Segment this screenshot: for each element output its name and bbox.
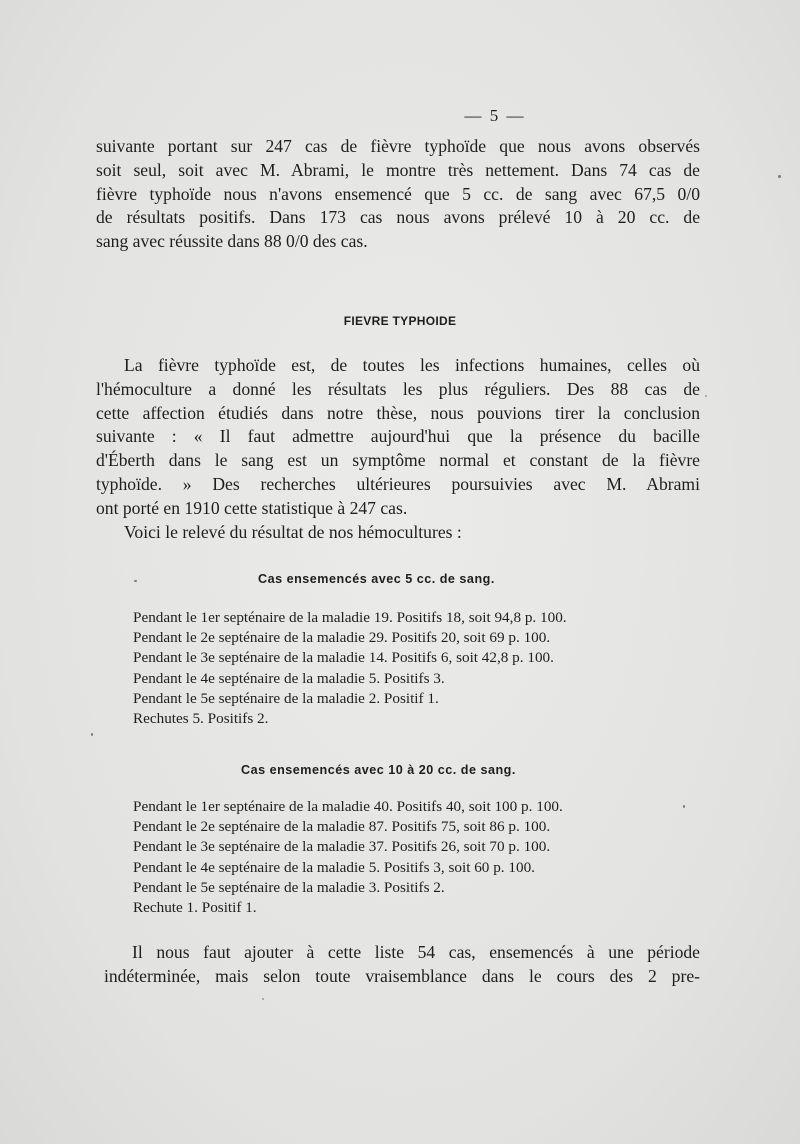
main-line: La fièvre typhoïde est, de toutes les infections humaines, celles où <box>124 355 700 375</box>
table-row: Pendant le 3e septénaire de la maladie 37. Positifs 26, soit 70 p. 100. <box>133 838 551 856</box>
table-row: Pendant le 1er septénaire de la maladie 19. Positifs 18, soit 94,8 p. 100. <box>133 609 567 626</box>
main-line: typhoïde. » Des recherches ultérieures poursuivies avec M. Abrami <box>96 473 700 494</box>
table-5cc <box>133 608 567 729</box>
main-line: suivante : « Il faut admettre aujourd'hui que la présence du bacille <box>96 426 700 447</box>
table-row: Pendant le 4e septénaire de la maladie 5. Positifs 3. <box>133 669 445 687</box>
intro-line: suivante portant sur 247 cas de fièvre typhoïde que nous avons observés <box>96 136 700 156</box>
intro-paragraph <box>96 135 700 254</box>
scan-speck <box>91 733 93 736</box>
table-row: Pendant le 3e septénaire de la maladie 14. Positifs 6, soit 42,8 p. 100. <box>133 649 554 667</box>
table-row: Pendant le 1er septénaire de la maladie 40. Positifs 40, soit 100 p. 100. <box>133 798 563 815</box>
table-row: Rechute 1. Positif 1. <box>133 899 257 917</box>
intro-line: soit seul, soit avec M. Abrami, le montre très nettement. Dans 74 cas de <box>96 159 700 180</box>
scan-speck <box>778 175 781 178</box>
table-row: Pendant le 5e septénaire de la maladie 2. Positif 1. <box>133 689 439 707</box>
table-row: Rechutes 5. Positifs 2. <box>133 710 269 728</box>
scan-speck <box>134 580 137 582</box>
main-line: ont porté en 1910 cette statistique à 247 cas. <box>96 497 408 518</box>
closing-line: Il nous faut ajouter à cette liste 54 cas, ensemencés à une période <box>132 942 700 962</box>
scan-speck <box>683 805 685 808</box>
intro-line: de résultats positifs. Dans 173 cas nous avons prélevé 10 à 20 cc. de <box>96 207 700 228</box>
scan-speck <box>705 395 707 397</box>
table-row: Pendant le 5e septénaire de la maladie 3. Positifs 2. <box>133 878 445 896</box>
main-line: l'hémoculture a donné les résultats les plus réguliers. Des 88 cas de <box>96 378 700 399</box>
main-line: d'Éberth dans le sang est un symptôme normal et constant de la fièvre <box>96 450 700 471</box>
main-line: Voici le relevé du résultat de nos hémocultures : <box>124 521 462 542</box>
closing-line: indéterminée, mais selon toute vraisemblance dans le cours des 2 pre- <box>104 965 700 986</box>
table-row: Pendant le 2e septénaire de la maladie 87. Positifs 75, soit 86 p. 100. <box>133 818 551 836</box>
main-paragraph <box>96 354 700 544</box>
table-row: Pendant le 2e septénaire de la maladie 29. Positifs 20, soit 69 p. 100. <box>133 629 551 647</box>
table-10-20cc-title: Cas ensemencés avec 10 à 20 cc. de sang. <box>241 763 516 777</box>
section-title: FIEVRE TYPHOIDE <box>343 314 457 328</box>
closing-paragraph <box>104 941 700 989</box>
page-number: — 5 — <box>464 106 526 125</box>
main-line: cette affection étudiés dans notre thèse, nous pouvions tirer la conclusion <box>96 402 700 423</box>
scan-speck <box>262 998 264 1000</box>
table-row: Pendant le 4e septénaire de la maladie 5. Positifs 3, soit 60 p. 100. <box>133 858 535 876</box>
table-10-20cc <box>133 797 563 918</box>
intro-line: fièvre typhoïde nous n'avons ensemencé que 5 cc. de sang avec 67,5 0/0 <box>96 183 700 204</box>
intro-line: sang avec réussite dans 88 0/0 des cas. <box>96 231 368 252</box>
table-5cc-title: Cas ensemencés avec 5 cc. de sang. <box>258 572 495 586</box>
